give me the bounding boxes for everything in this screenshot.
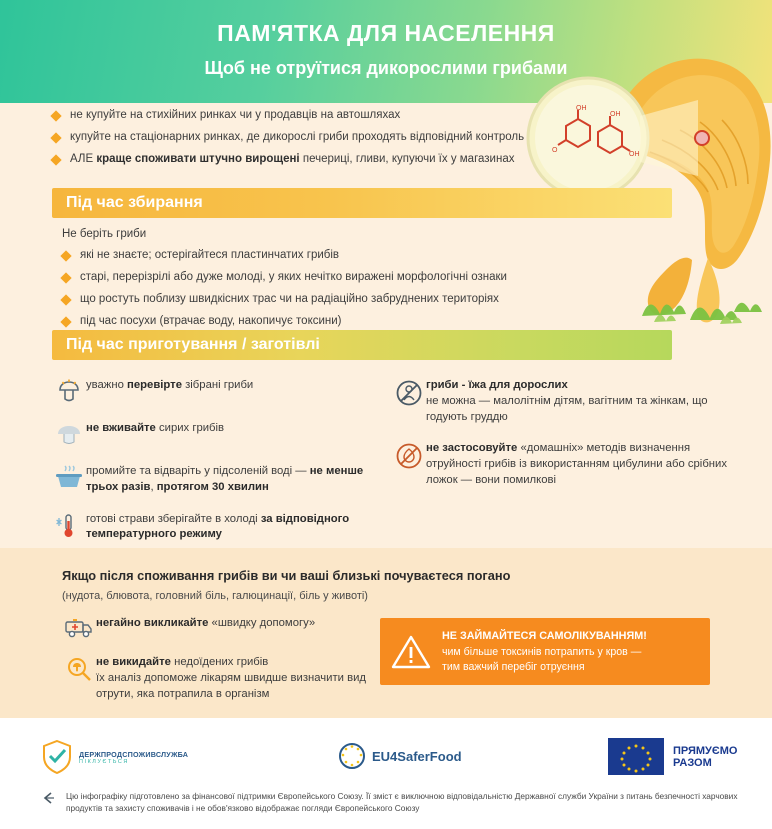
list-item [62, 248, 642, 263]
text-extra: їх аналіз допоможе лікарям швидше визначити вид отрути, яка потрапила в організм [96, 671, 367, 700]
cooking-advice-columns [52, 378, 732, 559]
section-bar-cooking [52, 330, 672, 360]
bullet-text: старі, перерізрілі або дуже молоді, у яких нечітко виражені морфологічні ознаки [80, 270, 507, 283]
buying-advice-list [52, 108, 572, 174]
emergency-panel [0, 548, 772, 718]
text-bold: не вживайте [86, 422, 156, 434]
item-text [426, 378, 732, 425]
warning-title: НЕ ЗАЙМАЙТЕСЯ САМОЛІКУВАННЯМ! [442, 629, 647, 642]
list-item [392, 441, 732, 488]
text-rest: «домашніх» методів визначення отруйності грибів із використанням цибулини або срібних ложок — вони помилкові [426, 442, 727, 487]
eu-flag-icon [608, 738, 664, 775]
logo1-name: ДЕРЖПРОДСПОЖИВСЛУЖБА [79, 749, 189, 759]
svg-text:O: O [552, 147, 558, 154]
shield-check-icon [42, 740, 72, 774]
list-item [52, 152, 572, 167]
ambulance-icon [62, 616, 96, 639]
item-text [426, 441, 732, 488]
text-bold: не менше трьох разів [86, 465, 364, 493]
section-lead: Не беріть гриби [62, 228, 147, 240]
diamond-bullet-icon [60, 250, 71, 261]
bullet-text: які не знаєте; остерігайтеся пластинчатих грибів [80, 249, 340, 261]
text-rest: «швидку допомогу» [208, 617, 316, 629]
list-item [52, 378, 382, 405]
magnifier-icon [62, 655, 96, 682]
text-post: , [150, 480, 157, 493]
text-bold: негайно викликайте [96, 617, 209, 629]
diamond-bullet-icon [50, 132, 61, 143]
panel-subtitle: (нудота, блювота, головний біль, галюцинації, біль у животі) [62, 590, 368, 602]
logo3-line1: ПРЯМУЄМО [673, 744, 738, 757]
diamond-bullet-icon [60, 272, 71, 283]
logo-eu4saferfood [338, 742, 462, 770]
item-text [86, 464, 382, 496]
bullet-text: під час посухи (втрачає воду, накопичує токсини) [80, 314, 342, 327]
logo2-name: EU4SaferFood [372, 748, 462, 764]
section-title: Під час збирання [66, 194, 203, 211]
text-bold: не викидайте [96, 656, 171, 668]
page-title: ПАМ'ЯТКА ДЛЯ НАСЕЛЕННЯ [217, 20, 555, 46]
list-item [52, 421, 382, 448]
no-child-icon [392, 378, 426, 407]
text-pre: уважно [86, 379, 128, 391]
bullet-tail: печериці, гливи, купуючи їх у магазинах [299, 152, 515, 165]
bullet-text [70, 152, 514, 167]
text-bold: гриби - їжа для дорослих [426, 379, 568, 391]
arrow-left-icon [42, 791, 56, 805]
warning-line1: чим більше токсинів потрапить у кров — [442, 646, 642, 659]
svg-text:OH: OH [576, 105, 587, 112]
panel-title: Якщо після споживання грибів ви чи ваші близькі почуваєтеся погано [62, 568, 511, 583]
item-text [86, 512, 382, 544]
diamond-bullet-icon [60, 316, 71, 327]
svg-text:OH: OH [629, 151, 640, 158]
list-item [52, 512, 382, 544]
cooking-right-column [392, 378, 732, 559]
list-item [52, 464, 382, 496]
list-item [62, 314, 642, 329]
mushroom-inspect-icon [52, 378, 86, 405]
collecting-advice-list [62, 228, 642, 336]
bullet-bold: краще споживати штучно вирощені [96, 152, 300, 165]
list-item [62, 655, 392, 702]
section-title: Під час приготування / заготівлі [66, 336, 320, 353]
warning-triangle-icon [380, 634, 442, 670]
self-treatment-warning [380, 618, 710, 685]
list-item [52, 108, 572, 123]
warning-text [442, 629, 655, 674]
svg-text:OH: OH [610, 111, 621, 118]
list-item [62, 292, 642, 307]
bullet-text: що ростуть поблизу швидкісних трас чи на радіаційно забруднених територіях [80, 292, 499, 305]
raw-mushroom-icon [52, 421, 86, 448]
list-item [62, 270, 642, 285]
section-bar-collecting [52, 188, 672, 218]
logo1-sub: ПІКЛУЄТЬСЯ [79, 758, 129, 765]
disclaimer-row [42, 790, 742, 814]
list-item [52, 130, 572, 145]
text-bold: за відповідного температурного режиму [86, 512, 350, 541]
emergency-actions [62, 616, 392, 718]
text-rest: не можна — малолітнім дітям, вагітним та жінкам, що годують груддю [426, 394, 708, 423]
bullet-prefix: АЛЕ [70, 152, 97, 165]
list-item [62, 616, 392, 639]
page-subtitle: Щоб не отруїтися дикорослими грибами [204, 58, 568, 78]
text-post: зібрані гриби [181, 379, 254, 391]
diamond-bullet-icon [60, 294, 71, 305]
logo3-line2: РАЗОМ [673, 756, 712, 769]
cooking-left-column [52, 378, 392, 559]
logo-eu-flag [608, 738, 737, 775]
logo-derzhprodspozhyvsluzhba [42, 740, 188, 774]
eu-stars-circle-icon [338, 742, 366, 770]
diamond-bullet-icon [50, 110, 61, 121]
item-text [86, 421, 224, 437]
logo-row [0, 732, 772, 782]
text-bold: перевірте [127, 379, 182, 391]
footer [0, 718, 772, 829]
text-rest: недоїдених грибів [170, 656, 269, 668]
warning-line2: тим важчий перебіг отруєння [442, 660, 585, 673]
item-text [96, 616, 315, 632]
list-item [392, 378, 732, 425]
text-post: сирих грибів [155, 422, 225, 434]
item-text [86, 378, 253, 394]
item-text [96, 655, 392, 702]
text-pre: промийте та відваріть у підсоленій воді — [86, 465, 310, 477]
text-bold2: протягом 30 хвилин [156, 480, 269, 493]
pot-boil-icon [52, 464, 86, 491]
bullet-text: купуйте на стаціонарних ринках, де дикорослі гриби проходять відповідний контроль [70, 130, 525, 143]
no-home-method-icon [392, 441, 426, 470]
text-pre: готові страви зберігайте в холоді [86, 512, 261, 525]
diamond-bullet-icon [50, 154, 61, 165]
thermometer-fridge-icon [52, 512, 86, 539]
bullet-text: не купуйте на стихійних ринках чи у продавців на автошляхах [70, 109, 401, 121]
text-bold: не застосовуйте [426, 442, 518, 455]
disclaimer-text: Цю інфографіку підготовлено за фінансової підтримки Європейського Союзу. Її зміст є виключною відповідальністю Державної служби України з питань безпечності харчових продуктів та захисту споживачів і не обов'язково відображає погляди Європейського Союзу [66, 791, 738, 814]
